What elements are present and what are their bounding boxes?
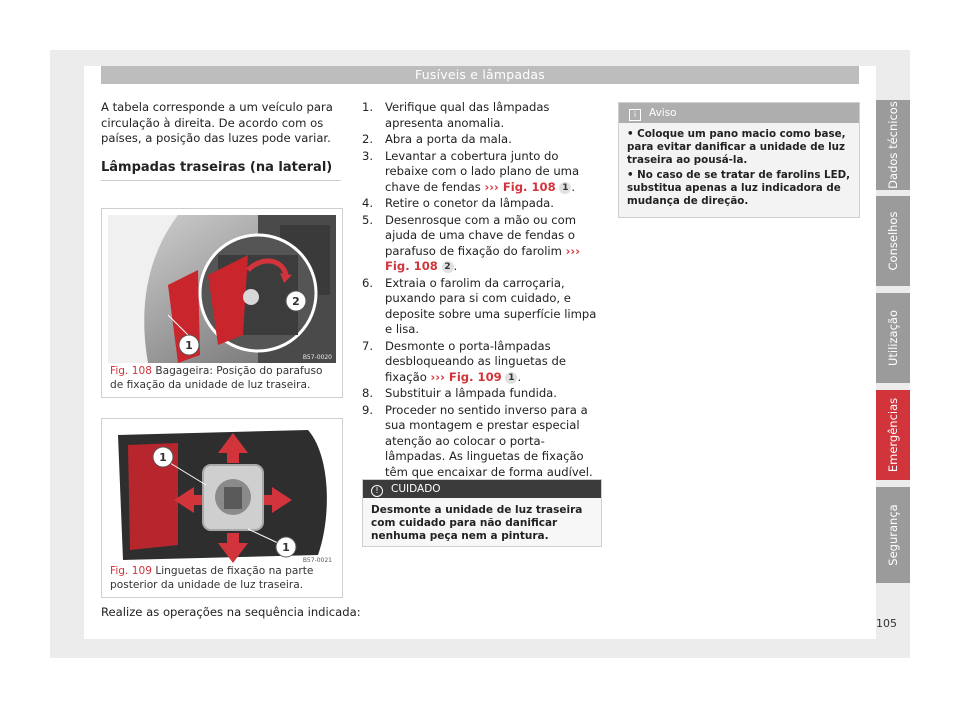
tab-conselhos[interactable]: Conselhos xyxy=(876,196,910,286)
step-text: Abra a porta da mala. xyxy=(385,132,512,146)
sequence-intro: Realize as operações na sequência indicada: xyxy=(101,605,361,619)
step-item xyxy=(362,386,602,402)
step-item xyxy=(362,100,602,131)
callout-1: 1 xyxy=(159,451,167,464)
step-text: Levantar a cobertura junto do rebaixe com o lado plano de uma chave de fendas ››› Fig. 108 1 . xyxy=(385,148,580,194)
tab-dados-tecnicos[interactable]: Dados técnicos xyxy=(876,100,910,190)
step-number: 4. xyxy=(362,196,374,210)
step-number: 9. xyxy=(362,402,374,417)
figure-reference-link[interactable]: ››› Fig. 108 xyxy=(385,243,580,273)
step-number: 7. xyxy=(362,338,374,353)
intro-text: A tabela corresponde a um veículo para circulação à direita. De acordo com os países, a posição das luzes pode variar. xyxy=(101,100,333,145)
step-item xyxy=(362,339,602,386)
step-number: 5. xyxy=(362,212,374,227)
caution-box xyxy=(362,479,602,547)
step-item xyxy=(362,132,602,148)
step-item xyxy=(362,196,602,212)
middle-column xyxy=(362,100,602,481)
callout-2: 2 xyxy=(292,295,300,308)
step-text: Verifique qual das lâmpadas apresenta anomalia. xyxy=(385,100,550,130)
notice-item: • No caso de se tratar de farolins LED, substitua apenas a luz indicadora de mudança de direção. xyxy=(627,169,851,207)
figure-reference-link[interactable]: ››› Fig. 108 xyxy=(484,179,556,194)
callout-number: 1 xyxy=(505,372,517,384)
taillight-photo xyxy=(108,425,336,565)
notice-header xyxy=(619,103,859,123)
figure-108-caption xyxy=(110,365,334,392)
figure-108 xyxy=(101,208,343,398)
step-number: 2. xyxy=(362,132,374,146)
tab-seguranca[interactable]: Segurança xyxy=(876,487,910,583)
left-column xyxy=(101,100,341,181)
callout-1b: 1 xyxy=(282,541,290,554)
tab-utilizacao[interactable]: Utilização xyxy=(876,293,910,383)
step-text: Extraia o farolim da carroçaria, puxando para si com cuidado, e deposite sobre uma superfície limpa e lisa. xyxy=(385,275,597,336)
step-item xyxy=(362,276,602,338)
step-item xyxy=(362,149,602,196)
step-text: Proceder no sentido inverso para a sua montagem e prestar especial atenção ao colocar o porta-lâmpadas. As linguetas de fixação têm que encaixar de forma audível. xyxy=(385,402,593,479)
figure-label: Fig. 108 xyxy=(110,365,152,377)
step-item xyxy=(362,213,602,275)
callout-number: 2 xyxy=(442,261,454,273)
caution-text: Desmonte a unidade de luz traseira com cuidado para não danificar nenhuma peça nem a pintura. xyxy=(371,504,583,542)
callout-number: 1 xyxy=(559,182,571,194)
figure-code: B57-0021 xyxy=(302,557,332,564)
step-text: Retire o conetor da lâmpada. xyxy=(385,196,554,210)
caution-header xyxy=(363,480,601,498)
notice-item: • Coloque um pano macio como base, para evitar danificar a unidade de luz traseira ao pousá-la. xyxy=(627,128,846,166)
caption-text: Linguetas de fixação na parte posterior da unidade de luz traseira. xyxy=(110,565,314,591)
figure-109-caption xyxy=(110,565,334,592)
trunk-photo xyxy=(108,215,336,363)
step-number: 3. xyxy=(362,148,374,163)
figure-code: B57-0020 xyxy=(302,354,332,361)
step-number: 6. xyxy=(362,275,374,290)
callout-1: 1 xyxy=(185,339,193,352)
figure-label: Fig. 109 xyxy=(110,565,152,577)
notice-title: Aviso xyxy=(649,107,677,119)
notice-box xyxy=(618,102,860,218)
step-item xyxy=(362,403,602,481)
step-list xyxy=(362,100,602,480)
caution-title: CUIDADO xyxy=(391,483,441,495)
step-text: Desenrosque com a mão ou com ajuda de uma chave de fendas o parafuso de fixação do farolim ››› Fig. 108 2 . xyxy=(385,212,580,273)
figure-reference-link[interactable]: ››› Fig. 109 xyxy=(430,369,502,384)
notice-body xyxy=(619,123,859,215)
tab-emergencias[interactable]: Emergências xyxy=(876,390,910,480)
step-text: Substituir a lâmpada fundida. xyxy=(385,386,557,400)
step-number: 1. xyxy=(362,100,374,114)
section-title: Lâmpadas traseiras (na lateral) xyxy=(101,160,341,182)
step-text: Desmonte o porta-lâmpadas desbloqueando as linguetas de fixação ››› Fig. 109 1 . xyxy=(385,338,566,384)
info-icon: i xyxy=(629,109,641,121)
chapter-header: Fusíveis e lâmpadas xyxy=(101,66,859,84)
figure-109 xyxy=(101,418,343,598)
warning-icon: ! xyxy=(371,485,383,497)
page-number: 105 xyxy=(876,617,897,630)
caption-text: Bagageira: Posição do parafuso de fixação da unidade de luz traseira. xyxy=(110,365,323,391)
step-number: 8. xyxy=(362,386,374,400)
